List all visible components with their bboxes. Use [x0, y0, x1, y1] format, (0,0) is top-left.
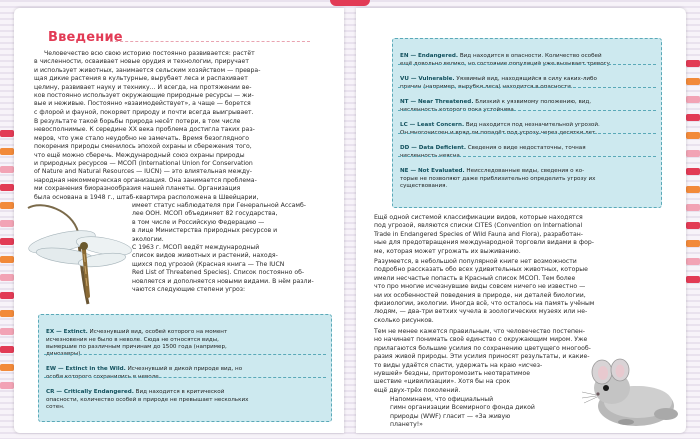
category-lc: LC — Least Concern. Вид находится под незначительной угрозой. Он многочислен и вряд ли попадёт под угрозу через десятки лет.: [400, 122, 600, 136]
left-page: [14, 8, 344, 433]
side-tab: [0, 130, 14, 137]
side-tab: [0, 274, 14, 281]
category-divider: [398, 156, 656, 157]
top-bookmark: [330, 0, 370, 6]
side-tab: [0, 364, 14, 371]
side-tab: [0, 202, 14, 209]
intro-paragraph-3: С 1963 г. МСОП ведёт международный список видов животных и растений, находя- щихся под угрозой (Красная книга — The IUCN Red List of Threatened Species). Список постоянно об- новляется и дополняется новыми видами. В нём разли- чаются следующие степени угроз:: [132, 244, 314, 294]
category-en: EN — Endangered. Вид находится в опасности. Количество особей ещё довольно велико, но состояние популяций уже вызывает тревогу.: [400, 53, 612, 67]
side-tab: [0, 184, 14, 191]
side-tab: [686, 96, 700, 103]
side-tab: [686, 222, 700, 229]
chinchilla-photo: [578, 348, 682, 430]
side-tab: [686, 186, 700, 193]
dragonfly-illustration: [22, 196, 132, 306]
side-tab: [686, 258, 700, 265]
side-tab: [0, 382, 14, 389]
side-tab: [0, 220, 14, 227]
side-tab: [0, 328, 14, 335]
category-divider: [398, 133, 656, 134]
wwf-paragraph: Напоминаем, что официальный гимн организации Всемирного фонда дикой природы (WWF) гласит — «За живую планету!»: [390, 396, 535, 429]
side-tab: [686, 168, 700, 175]
category-ew: EW — Extinct in the Wild. Исчезнувший в дикой природе вид, но особи которого сохранились в неволе.: [46, 366, 243, 380]
category-divider: [398, 64, 656, 65]
side-tab: [0, 346, 14, 353]
red-list-paragraph: Разумеется, в небольшой популярной книге нет возможности подробно рассказать обо всех удивительных животных, которые имели несчастье попасть в Красный список МСОП. Тем более что про многие исчезнувшие виды совсем ничего не известно — ни их особенностей поведения в природе, ни деталей биологии, физиологии, экологии. Иногда всё, что осталось на память учёным людям, — два-три ветхих чучела в зоологических музеях или не- сколько рисунков.: [374, 258, 595, 324]
intro-paragraph-1: Человечество всю свою историю постоянно развивается: растёт в численности, осваивает новые орудия и технологии, приручает и использует животных, занимается сельским хозяйством — превра- щая дикие растения в культурные, вырубает леса и распахивает целину, развивает науку и технику... И всегда, на протяжении ве- ков постоянно использует окружающие природные ресурсы — жи- вые и неживые. Постоянно «взаимодействует», а чаще — борется с флорой и фауной, покоряет природу и почти всегда выигрывает.: [34, 50, 261, 116]
intro-paragraph-2-wrap: имеет статус наблюдателя при Генеральной Ассамб- лее ООН. МСОП объединяет 82 государства, в том числе и Российскую Федерацию — в лице Министерства природных ресурсов и экологии.: [132, 202, 306, 243]
side-tab: [0, 256, 14, 263]
right-page: [356, 8, 686, 433]
side-tab: [686, 204, 700, 211]
intro-paragraph-2: В результате такой борьбы природа несёт потери, в том числе невосполнимые. К середине XX века проблема достигла таких раз- меров, что уже стало неудобно не замечать. Время безоглядного покорения природы сменилось эпохой охраны и сбережения того, что ещё можно сберечь. Международный союз охраны природы и природных ресурсов — МСОП (International Union for Conservation of Nature and Natural Resources — IUCN) — это влиятельная между- народная некоммерческая организация. Она занимается проблема- ми сохранения биоразнообразия нашей планеты. Организация была основана в 1948 г., штаб-квартира расположена в Швейцарии,: [34, 118, 259, 201]
side-tab: [686, 114, 700, 121]
side-tab: [686, 150, 700, 157]
category-divider: [44, 377, 326, 378]
category-ne: NE — Not Evaluated. Неисследованные виды, сведения о ко- торые не позволяют даже приблизительно определить угрозу их существования.: [400, 168, 596, 189]
category-nt: NT — Near Threatened. Близкий к уязвимому положению, вид, численность которого пока устойчива.: [400, 99, 592, 113]
side-tab: [0, 238, 14, 245]
category-cr: CR — Critically Endangered. Вид находится в критической опасности, количество особей в природе не превышает нескольких сотен.: [46, 389, 249, 410]
side-tab: [686, 132, 700, 139]
category-divider: [398, 87, 656, 88]
side-tab: [686, 78, 700, 85]
cites-paragraph: Ещё одной системой классификации видов, которые находятся под угрозой, являются списки CITES (Convention on International Trade in Endangered Species of Wild Fauna and Flora), разработан- ные для предотвращения международной торговли видами в фор- ме, которая может угрожать их выживанию.: [374, 214, 594, 255]
side-tab: [686, 240, 700, 247]
page-title: Введение: [48, 30, 123, 45]
conservation-paragraph: Тем не менее кажется правильным, что человечество постепен- но начинает понимать своё единство с окружающим миром. Уже прилагаются большие усилия по сохранению цветущего многооб- разия живой природы. Эти усилия приносят результаты, и какие- то виды удаётся спасти, удержать на краю «исчез- нувшей» бездны, приторомозить неотвратимое шествие «цивилизации». Хотя бы на срок ещё двух-трёх поколений.: [374, 328, 591, 394]
side-tab: [0, 166, 14, 173]
category-divider: [398, 110, 656, 111]
side-tab: [0, 292, 14, 299]
side-tab: [0, 310, 14, 317]
title-rule: [110, 41, 310, 42]
side-tab: [0, 148, 14, 155]
category-divider: [44, 354, 326, 355]
side-tab: [686, 60, 700, 67]
category-ex: EX — Extinct. Исчезнувший вид, особей которого на момент исчезновения не было в неволе. Сюда не относятся виды, вымершие по различным причинам до 1500 года (например, динозавры).: [46, 329, 228, 358]
category-vu: VU — Vulnerable. Уязвимый вид, находящийся в силу каких-либо причин (например, вырубки леса) находится в опасности.: [400, 76, 597, 90]
side-tab: [686, 276, 700, 283]
category-dd: DD — Data Deficient. Сведения о виде недостаточны, точная численность неясна.: [400, 145, 586, 159]
